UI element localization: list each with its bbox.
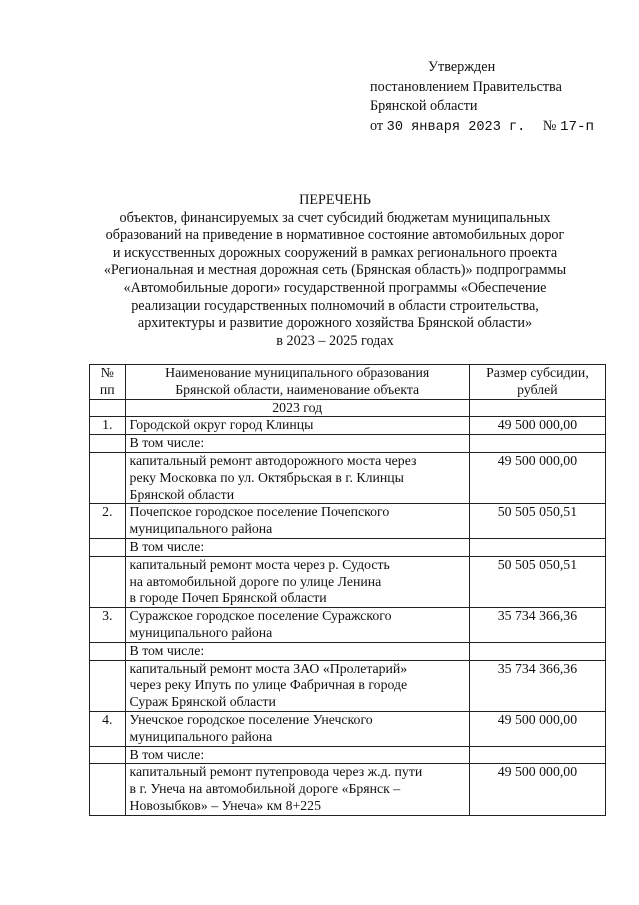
approval-title: Утвержден: [428, 59, 496, 75]
object-line: на автомобильной дороге по улице Ленина: [129, 573, 382, 589]
municipality-line: Почепское городское поселение Почепского: [129, 504, 390, 520]
municipality-name: [125, 711, 469, 746]
municipality-name: [125, 417, 469, 435]
approval-date-line: [370, 117, 594, 138]
table-row: [90, 642, 606, 660]
heading-line: реализации государственных полномочий в области строительства,: [131, 297, 539, 314]
municipality-line: Унечское городское поселение Унечского: [129, 711, 373, 727]
object-description: [125, 660, 469, 711]
approval-number: 17-п: [559, 118, 595, 135]
object-line: реку Московка по ул. Октябрьская в г. Клинцы: [129, 469, 404, 485]
including-label: В том числе:: [125, 538, 469, 556]
row-num: 1.: [90, 417, 126, 435]
object-amount: 35 734 366,36: [469, 660, 605, 711]
table-row: [90, 556, 606, 607]
object-line: через реку Ипуть по улице Фабричная в городе: [129, 677, 408, 693]
municipality-name: [125, 608, 469, 643]
subsidy-amount: 49 500 000,00: [469, 711, 605, 746]
subsidy-amount: 50 505 050,51: [469, 504, 605, 539]
including-label: В том числе:: [125, 746, 469, 764]
object-line: капитальный ремонт моста ЗАО «Пролетарий»: [129, 660, 408, 676]
municipality-line: Городской округ город Клинцы: [129, 417, 314, 433]
row-num: 3.: [90, 608, 126, 643]
header-num-line: №: [100, 365, 114, 380]
header-name-line: Наименование муниципального образования: [165, 365, 430, 380]
table-row: [90, 435, 606, 453]
number-label: №: [542, 117, 557, 134]
header-num: [90, 365, 126, 400]
object-line: капитальный ремонт автодорожного моста через: [129, 452, 417, 468]
heading-line: и искусственных дорожных сооружений в рамках регионального проекта: [112, 244, 558, 261]
object-line: Новозыбков» – Унеча» км 8+225: [129, 797, 321, 813]
approval-decree: постановлением Правительства: [370, 78, 562, 95]
object-line: Брянской области: [129, 486, 235, 502]
table-row: [90, 417, 606, 435]
approval-region: Брянской области: [370, 98, 478, 114]
municipality-name: [125, 504, 469, 539]
row-num: 4.: [90, 711, 126, 746]
object-amount: 50 505 050,51: [469, 556, 605, 607]
including-label: В том числе:: [125, 642, 469, 660]
subsidy-table: [89, 364, 606, 816]
header-amount-line: рублей: [517, 381, 558, 397]
table-row: [90, 746, 606, 764]
document-heading: [60, 192, 610, 350]
header-name: [125, 365, 469, 400]
object-line: в городе Почеп Брянской области: [129, 590, 327, 606]
object-line: капитальный ремонт моста через р. Судость: [129, 556, 390, 572]
object-amount: 49 500 000,00: [469, 452, 605, 503]
year-label: 2023 год: [125, 399, 469, 417]
year-row: [90, 399, 606, 417]
table-row: [90, 538, 606, 556]
header-amount: [469, 365, 605, 400]
approval-block: [370, 58, 594, 137]
table-row: [90, 452, 606, 503]
header-num-line: пп: [99, 381, 115, 397]
table-row: [90, 608, 606, 643]
object-line: капитальный ремонт путепровода через ж.д. пути: [129, 764, 423, 780]
subsidy-amount: 49 500 000,00: [469, 417, 605, 435]
table-row: [90, 764, 606, 815]
municipality-line: Суражское городское поселение Суражского: [129, 608, 392, 624]
heading-line: объектов, финансируемых за счет субсидий бюджетам муниципальных: [119, 209, 551, 226]
row-num: 2.: [90, 504, 126, 539]
municipality-line: муниципального района: [129, 624, 273, 640]
object-description: [125, 764, 469, 815]
heading-line: «Региональная и местная дорожная сеть (Брянская область)» подпрограммы: [103, 262, 567, 279]
heading-line: в 2023 – 2025 годах: [276, 332, 394, 349]
heading-line: архитектуры и развитие дорожного хозяйства Брянской области»: [137, 315, 533, 332]
municipality-line: муниципального района: [129, 521, 273, 537]
subsidy-amount: 35 734 366,36: [469, 608, 605, 643]
table-header-row: [90, 365, 606, 400]
document-title: ПЕРЕЧЕНЬ: [299, 192, 371, 208]
table-row: [90, 504, 606, 539]
municipality-line: муниципального района: [129, 728, 273, 744]
approval-date: 30 января 2023 г.: [386, 119, 526, 135]
table-row: [90, 660, 606, 711]
date-prefix: от: [370, 117, 384, 134]
object-description: [125, 452, 469, 503]
heading-line: «Автомобильные дороги» государственной программы «Обеспечение: [123, 279, 547, 296]
object-line: в г. Унеча на автомобильной дороге «Брянск –: [129, 781, 401, 797]
object-description: [125, 556, 469, 607]
header-name-line: Брянской области, наименование объекта: [175, 381, 420, 397]
header-amount-line: Размер субсидии,: [486, 365, 589, 380]
table-row: [90, 711, 606, 746]
object-line: Сураж Брянской области: [129, 694, 276, 710]
heading-line: образований на приведение в нормативное состояние автомобильных дорог: [105, 227, 565, 244]
including-label: В том числе:: [125, 435, 469, 453]
object-amount: 49 500 000,00: [469, 764, 605, 815]
